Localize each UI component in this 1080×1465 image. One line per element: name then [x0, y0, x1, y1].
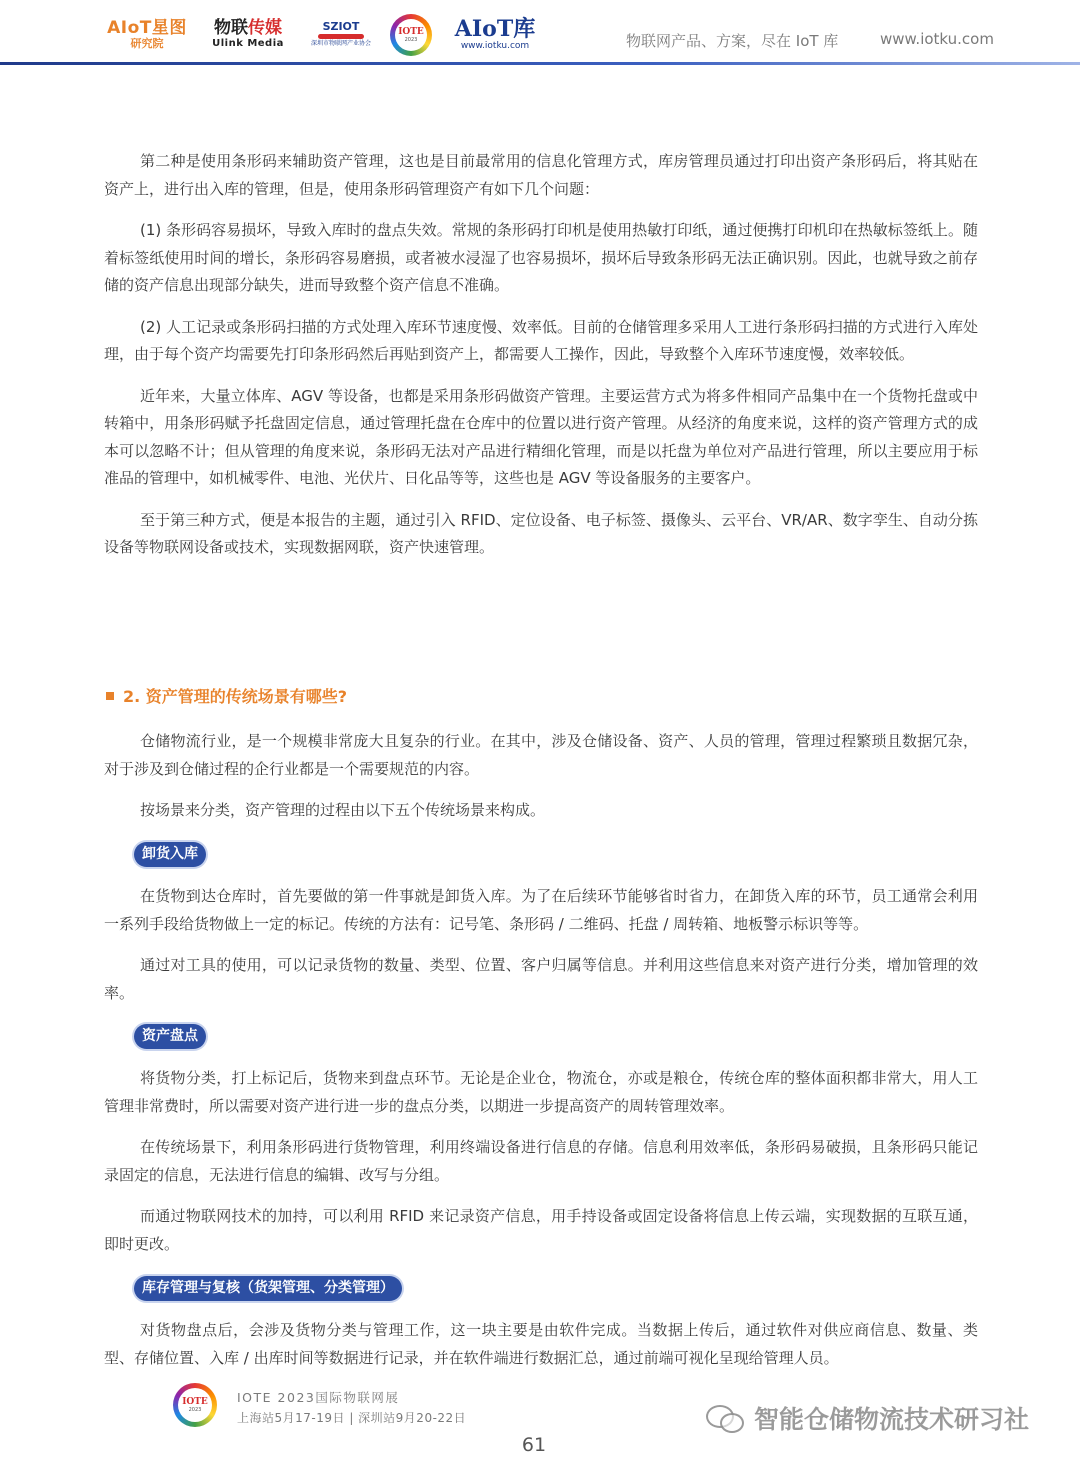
page-number: 61 [521, 1434, 547, 1456]
ulink-media-logo: 物联传媒 Ulink Media [212, 17, 284, 49]
footer-expo-dates: 上海站5月17-19日 | 深圳站9月20-22日 [237, 1411, 467, 1425]
iote-ring-icon: IOTE 2023 [173, 1383, 217, 1427]
watermark [706, 1400, 1029, 1436]
footer-iote-logo [173, 1383, 219, 1429]
paragraph: 将货物分类，打上标记后，货物来到盘点环节。无论是企业仓，物流仓，亦或是粮仓，传统仓库的整体面积都非常大，用人工管理非常费时，所以需要对资产进行进一步的盘点分类，以期进一步提高资产的周转管理效率。 [104, 1069, 978, 1115]
paragraph: 通过对工具的使用，可以记录货物的数量、类型、位置、客户归属等信息。并利用这些信息来对资产进行分类，增加管理的效率。 [104, 956, 978, 1002]
iote-ring-icon: IOTE 2023 [390, 14, 432, 56]
section-intro [104, 728, 978, 839]
heading-bullet-icon [106, 692, 114, 700]
paragraph: (2) 人工记录或条形码扫描的方式处理入库环节速度慢、效率低。目前的仓储管理多采用人工进行条形码扫描的方式进行入库处理，由于每个资产均需要先打印条形码然后再贴到资产上，都需要人工操作，因此，导致整个入库环节速度慢，效率较低。 [104, 317, 978, 363]
footer-expo-title: IOTE 2023国际物联网展 [237, 1390, 400, 1405]
paragraph: 在货物到达仓库时，首先要做的第一件事就是卸货入库。为了在后续环节能够省时省力，在卸货入库的环节，员工通常会利用一系列手段给货物做上一定的标记。传统的方法有：记号笔、条形码 / 二维码、托盘 / 周转箱、地板警示标识等等。 [104, 887, 978, 933]
badge-inventory: 资产盘点 [134, 1024, 206, 1049]
sziot-logo-bar [318, 34, 364, 39]
block-inventory [104, 1024, 978, 1049]
paragraph: 至于第三种方式，便是本报告的主题，通过引入 RFID、定位设备、电子标签、摄像头、云平台、VR/AR、数字孪生、自动分拣设备等物联网设备或技术，实现数据网联，资产快速管理。 [104, 510, 978, 556]
top-paragraphs [104, 148, 978, 576]
ulink-logo-part-b: 传媒 [248, 17, 282, 38]
block-unloading [104, 842, 978, 867]
aiot-research-logo: AIoT星图 研究院 [107, 17, 187, 50]
section-heading: 2. 资产管理的传统场景有哪些? [106, 684, 347, 707]
block-stock-management [104, 1276, 978, 1301]
watermark-text: 智能仓储物流技术研习社 [754, 1405, 1030, 1434]
paragraph: 在传统场景下，利用条形码进行货物管理，利用终端设备进行信息的存储。信息利用效率低，条形码易破损，且条形码只能记录固定的信息，无法进行信息的编辑、改写与分组。 [104, 1138, 978, 1184]
header-divider [0, 62, 1080, 65]
paragraph: 对货物盘点后，会涉及货物分类与管理工作，这一块主要是由软件完成。当数据上传后，通过软件对供应商信息、数量、类型、存储位置、入库 / 出库时间等数据进行记录，并在软件端进行数据汇总，通过前端可视化呈现给管理人员。 [104, 1321, 978, 1367]
paragraph: 而通过物联网技术的加持，可以利用 RFID 来记录资产信息，用手持设备或固定设备将信息上传云端，实现数据的互联互通，即时更改。 [104, 1207, 978, 1253]
iote-logo [388, 12, 434, 58]
block-stock-management-text [104, 1317, 978, 1386]
page-header [0, 0, 1080, 66]
paragraph: 近年来，大量立体库、AGV 等设备，也都是采用条形码做资产管理。主要运营方式为将多件相同产品集中在一个货物托盘或中转箱中，用条形码赋予托盘固定信息，通过管理托盘在仓库中的位置以进行资产管理。从经济的角度来说，这样的资产管理方式的成本可以忽略不计；但从管理的角度来说，条形码无法对产品进行精细化管理，而是以托盘为单位对产品进行管理，所以主要应用于标准品的管理中，如机械零件、电池、光伏片、日化品等等，这些也是 AGV 等设备服务的主要客户。 [104, 386, 978, 487]
aiotku-logo: AIoT库 www.iotku.com [454, 16, 536, 51]
paragraph: 第二种是使用条形码来辅助资产管理，这也是目前最常用的信息化管理方式，库房管理员通过打印出资产条形码后，将其贴在资产上，进行出入库的管理，但是，使用条形码管理资产有如下几个问题： [104, 152, 978, 198]
block-unloading-text [104, 883, 978, 1021]
sziot-logo: SZIOT 深圳市物联网产业协会 [310, 20, 371, 47]
paragraph: (1) 条形码容易损坏，导致入库时的盘点失效。常规的条形码打印机是使用热敏打印纸，通过便携打印机印在热敏标签纸上。随着标签纸使用时间的增长，条形码容易磨损，或者被水浸湿了也容易损坏，损坏后导致条形码无法正确识别。因此，也就导致之前存储的资产信息出现部分缺失，进而导致整个资产信息不准确。 [104, 221, 978, 294]
ulink-logo-part-a: 物联 [214, 17, 248, 38]
paragraph: 按场景来分类，资产管理的过程由以下五个传统场景来构成。 [140, 801, 546, 819]
block-inventory-text [104, 1065, 978, 1272]
badge-unloading: 卸货入库 [134, 842, 206, 867]
header-slogan: 物联网产品、方案，尽在 IoT 库 [626, 32, 839, 50]
header-url[interactable]: www.iotku.com [880, 30, 994, 48]
wechat-icon [706, 1403, 744, 1433]
paragraph: 仓储物流行业，是一个规模非常庞大且复杂的行业。在其中，涉及仓储设备、资产、人员的管理，管理过程繁琐且数据冗杂，对于涉及到仓储过程的企行业都是一个需要规范的内容。 [104, 732, 978, 778]
badge-stock-management: 库存管理与复核（货架管理、分类管理） [134, 1276, 402, 1301]
